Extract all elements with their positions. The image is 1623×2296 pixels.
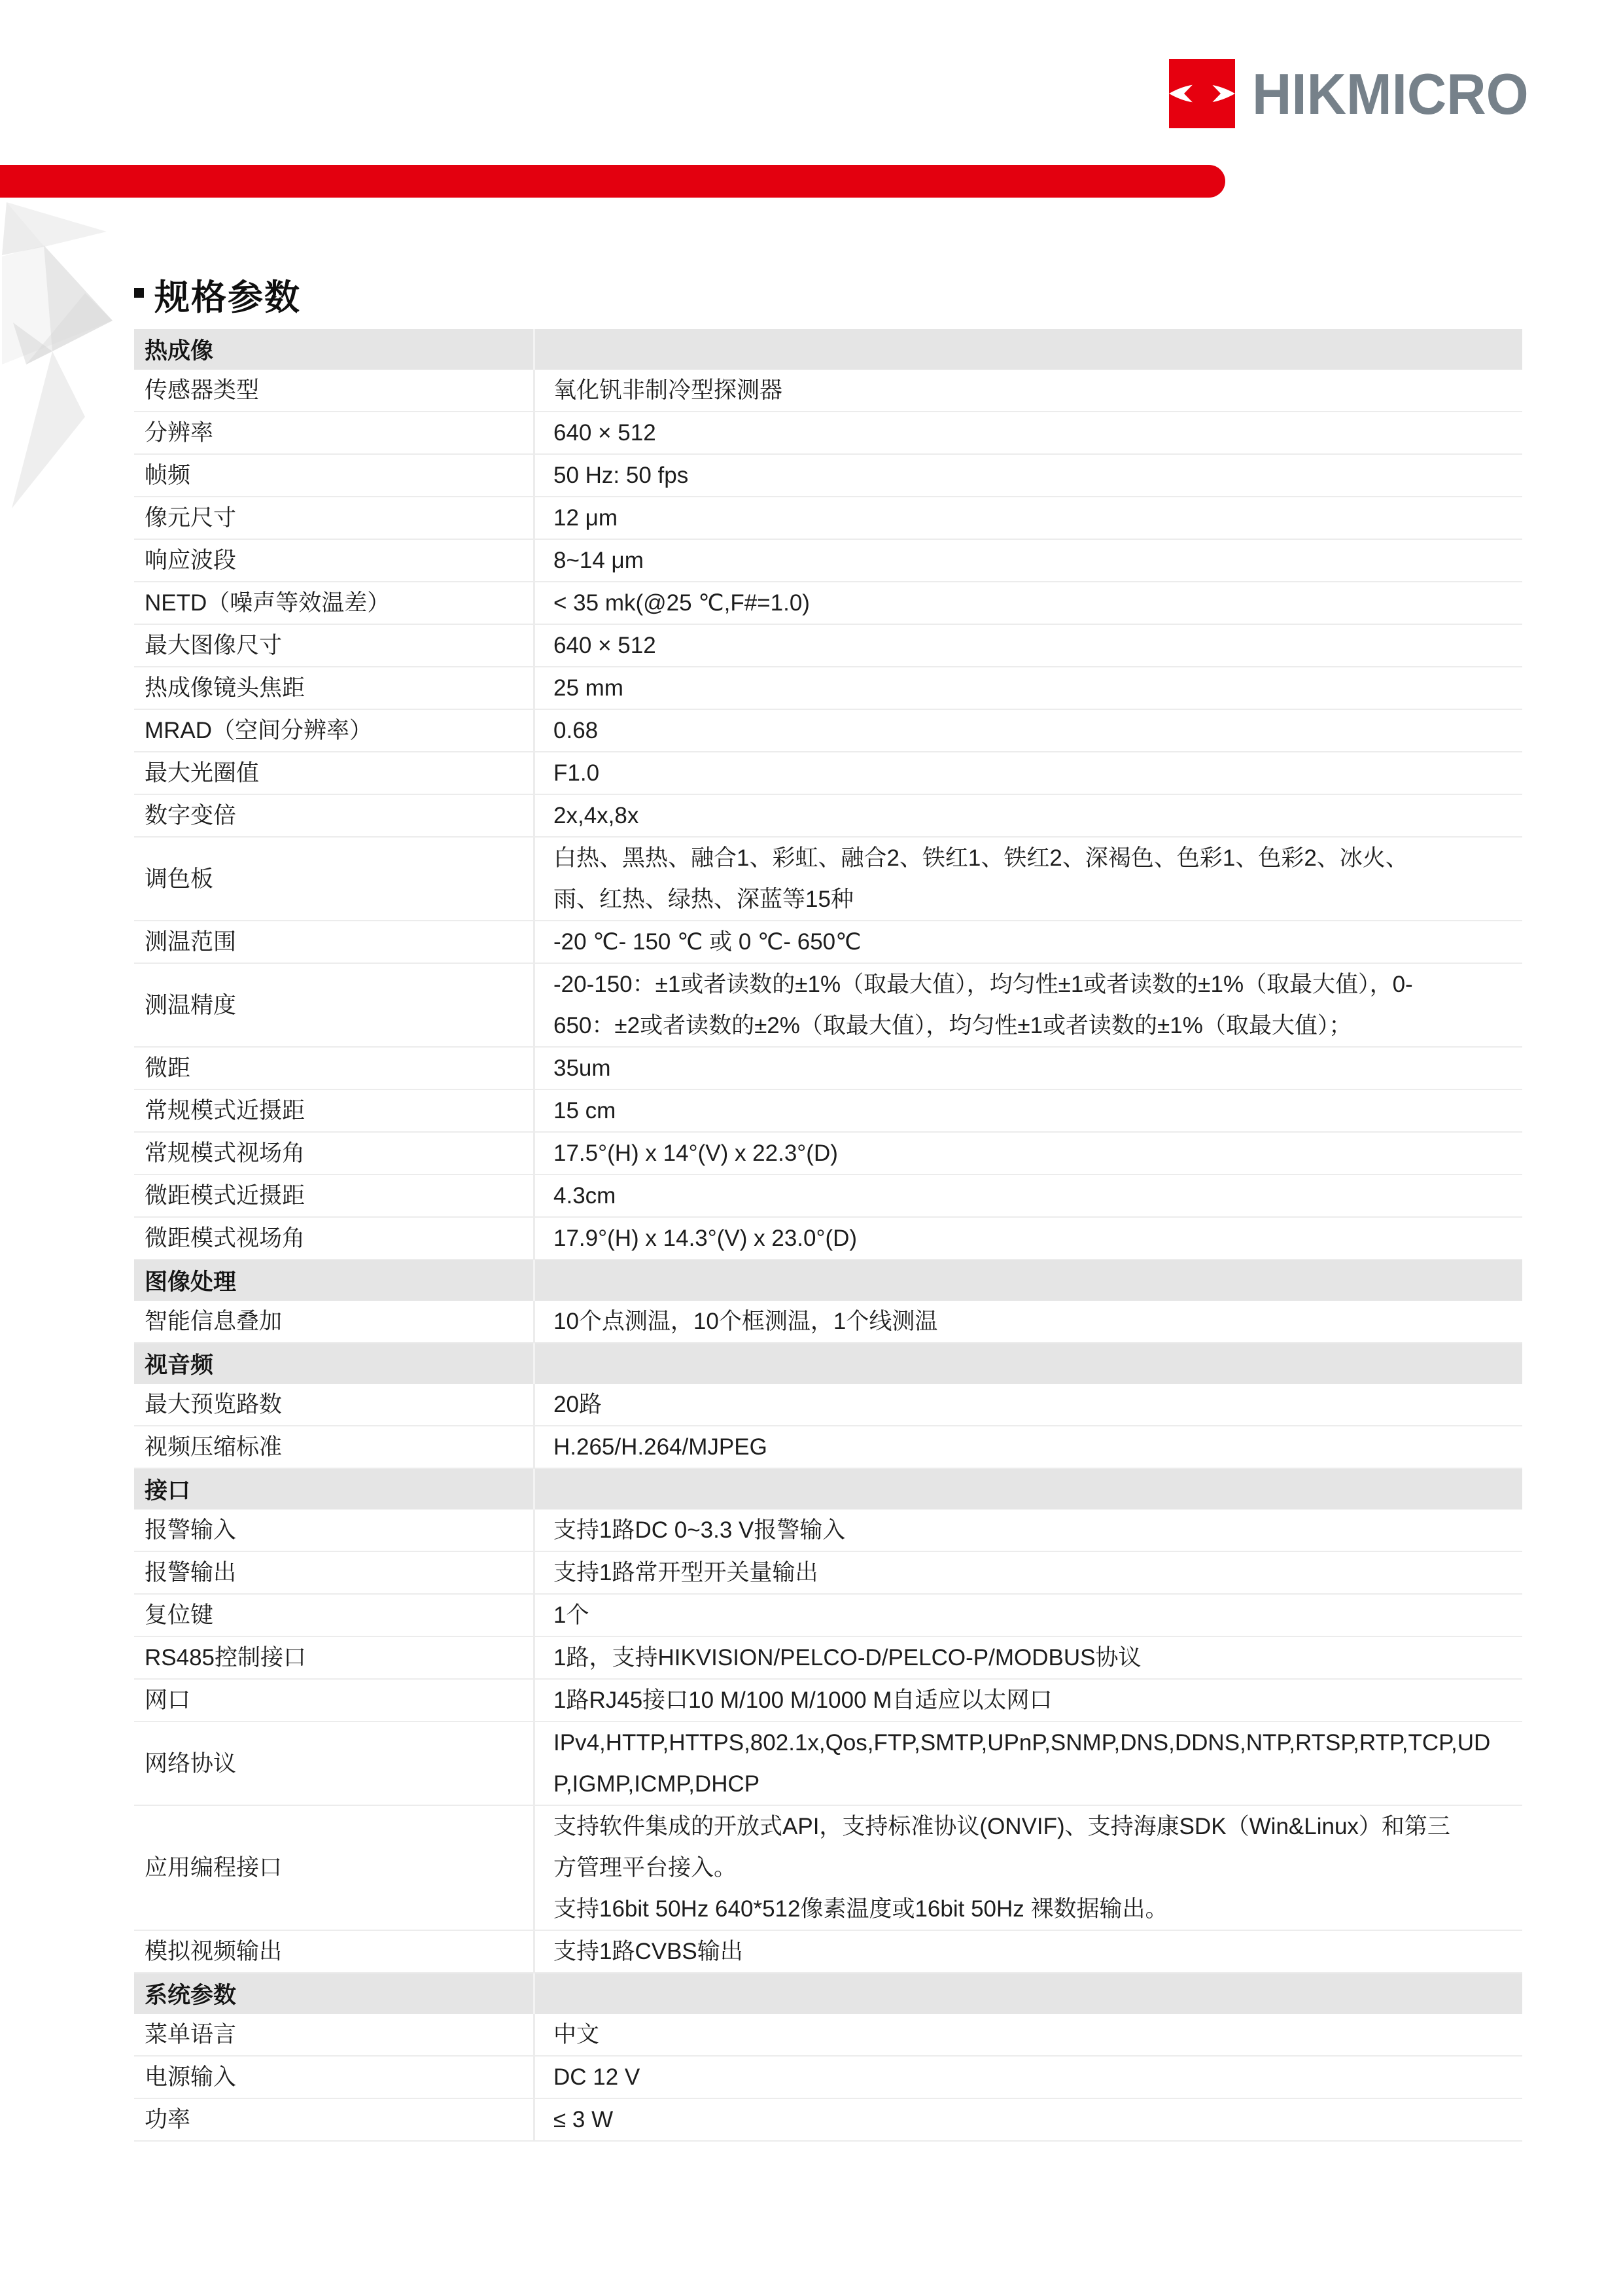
spec-label-cell [134, 1090, 533, 1131]
spec-value-line: 雨、红热、绿热、深蓝等15种 [553, 887, 854, 912]
spec-label-text: 像元尺寸 [145, 505, 237, 531]
table-row [134, 2099, 1522, 2142]
spec-label-cell [134, 921, 533, 963]
hikmicro-wordmark: HIKMICRO [1252, 62, 1529, 126]
spec-label-cell [134, 1218, 533, 1259]
table-row [134, 1595, 1522, 1637]
table-row [134, 1384, 1522, 1426]
spec-label-text: 智能信息叠加 [145, 1309, 283, 1334]
table-row [134, 2014, 1522, 2057]
spec-label-cell [134, 2014, 533, 2055]
spec-label-text: NETD（噪声等效温差） [145, 590, 391, 616]
spec-label-cell [134, 752, 533, 794]
table-row [134, 1722, 1522, 1806]
table-row [134, 921, 1522, 964]
spec-label-cell [134, 1510, 533, 1551]
table-row [134, 1090, 1522, 1133]
spec-value-cell [533, 1722, 1522, 1805]
spec-value-cell [533, 1384, 1522, 1425]
table-row [134, 1301, 1522, 1343]
spec-label-cell [134, 540, 533, 581]
spec-label-cell [134, 838, 533, 920]
spec-label-cell [134, 2099, 533, 2140]
title-bullet-square [134, 288, 144, 298]
section-header [134, 1469, 1522, 1510]
section-header [134, 1260, 1522, 1301]
spec-label-cell [134, 1552, 533, 1593]
spec-value-line: 15 cm [553, 1098, 616, 1123]
spec-value-cell [533, 752, 1522, 794]
spec-label-text: 微距 [145, 1055, 191, 1081]
spec-value-cell [533, 1931, 1522, 1972]
spec-value-cell [533, 625, 1522, 666]
spec-value-cell [533, 838, 1522, 920]
table-row [134, 582, 1522, 625]
spec-value-cell [533, 1090, 1522, 1131]
spec-value-cell [533, 1133, 1522, 1174]
spec-label-cell [134, 455, 533, 496]
spec-label-text: MRAD（空间分辨率） [145, 718, 373, 743]
table-row [134, 795, 1522, 838]
spec-value-line: 8~14 μm [553, 548, 644, 573]
spec-label-text: 热成像镜头焦距 [145, 675, 305, 701]
table-row [134, 964, 1522, 1048]
spec-label-text: 分辨率 [145, 420, 214, 446]
table-row [134, 1048, 1522, 1090]
spec-value-line: 氧化钒非制冷型探测器 [553, 378, 783, 403]
spec-label-text: 帧频 [145, 463, 191, 488]
spec-label-text: 报警输出 [145, 1560, 237, 1585]
spec-value-line: 支持1路CVBS输出 [553, 1939, 743, 1964]
spec-label-text: 电源输入 [145, 2064, 237, 2090]
table-row [134, 455, 1522, 497]
spec-value-line: P,IGMP,ICMP,DHCP [553, 1771, 760, 1797]
spec-value-cell [533, 1552, 1522, 1593]
spec-label-text: 报警输入 [145, 1517, 237, 1543]
spec-value-cell [533, 1510, 1522, 1551]
spec-label-cell [134, 370, 533, 411]
spec-value-cell [533, 921, 1522, 963]
spec-value-cell [533, 1637, 1522, 1678]
spec-value-line: F1.0 [553, 760, 600, 786]
table-row [134, 1510, 1522, 1552]
spec-value-line: 1路，支持HIKVISION/PELCO-D/PELCO-P/MODBUS协议 [553, 1645, 1142, 1670]
spec-value-line: -20-150：±1或者读数的±1%（取最大值），均匀性±1或者读数的±1%（取最大值），0- [553, 972, 1413, 997]
spec-label-text: 视频压缩标准 [145, 1434, 283, 1460]
spec-label-text: 最大预览路数 [145, 1392, 283, 1417]
spec-label-cell [134, 1595, 533, 1636]
spec-value-line: 35um [553, 1055, 611, 1081]
spec-value-line: 25 mm [553, 675, 623, 701]
table-row [134, 2057, 1522, 2099]
spec-label-cell [134, 1637, 533, 1678]
spec-label-text: 菜单语言 [145, 2022, 237, 2047]
spec-label-text: 网口 [145, 1687, 191, 1713]
table-row [134, 370, 1522, 412]
table-row [134, 540, 1522, 582]
spec-value-line: 650：±2或者读数的±2%（取最大值），均匀性±1或者读数的±1%（取最大值）； [553, 1013, 1352, 1038]
spec-value-cell [533, 540, 1522, 581]
spec-value-cell [533, 2099, 1522, 2140]
spec-value-line: 20路 [553, 1392, 602, 1417]
table-row [134, 752, 1522, 795]
spec-value-line: < 35 mk(@25 ℃,F#=1.0) [553, 590, 810, 616]
section-header-label: 系统参数 [145, 1983, 237, 2008]
spec-label-text: 常规模式视场角 [145, 1140, 305, 1166]
table-row [134, 667, 1522, 710]
spec-value-line: 50 Hz: 50 fps [553, 463, 689, 488]
spec-value-cell [533, 1595, 1522, 1636]
spec-label-cell [134, 1175, 533, 1216]
spec-value-line: 支持软件集成的开放式API，支持标准协议(ONVIF)、支持海康SDK（Win&Linux）和第三 [553, 1814, 1450, 1839]
spec-label-cell [134, 710, 533, 751]
spec-label-text: 测温精度 [145, 992, 237, 1018]
spec-value-line: -20 ℃- 150 ℃ 或 0 ℃- 650℃ [553, 929, 862, 955]
spec-value-cell [533, 1680, 1522, 1721]
spec-value-line: 方管理平台接入。 [553, 1855, 737, 1881]
spec-label-cell [134, 1806, 533, 1930]
section-header [134, 1973, 1522, 2014]
table-row [134, 1637, 1522, 1680]
spec-value-cell [533, 2014, 1522, 2055]
spec-value-cell [533, 1301, 1522, 1342]
spec-value-cell [533, 2057, 1522, 2098]
spec-label-text: 微距模式视场角 [145, 1226, 305, 1251]
section-header [134, 1343, 1522, 1384]
table-row [134, 1931, 1522, 1973]
section-header-label: 视音频 [145, 1352, 214, 1378]
spec-label-cell [134, 795, 533, 836]
spec-value-line: H.265/H.264/MJPEG [553, 1434, 767, 1460]
page-title [134, 271, 301, 318]
table-row [134, 838, 1522, 921]
spec-value-line: 640 × 512 [553, 420, 656, 446]
spec-label-text: 微距模式近摄距 [145, 1183, 305, 1209]
table-row [134, 1680, 1522, 1722]
table-row [134, 1218, 1522, 1260]
spec-label-text: 模拟视频输出 [145, 1939, 283, 1964]
spec-value-line: 1路RJ45接口10 M/100 M/1000 M自适应以太网口 [553, 1687, 1053, 1713]
spec-label-text: 测温范围 [145, 929, 237, 955]
spec-label-text: 功率 [145, 2107, 191, 2132]
table-row [134, 497, 1522, 540]
spec-label-cell [134, 1133, 533, 1174]
spec-value-cell [533, 1175, 1522, 1216]
page-title-text: 规格参数 [154, 277, 301, 317]
spec-value-cell [533, 710, 1522, 751]
table-row [134, 1806, 1522, 1931]
spec-value-line: 10个点测温，10个框测温，1个线测温 [553, 1309, 938, 1334]
spec-value-line: 白热、黑热、融合1、彩虹、融合2、铁红1、铁红2、深褐色、色彩1、色彩2、冰火、 [553, 845, 1408, 871]
spec-label-text: 复位键 [145, 1602, 214, 1628]
table-row [134, 1426, 1522, 1469]
spec-value-line: IPv4,HTTP,HTTPS,802.1x,Qos,FTP,SMTP,UPnP,SNMP,DNS,DDNS,NTP,RTSP,RTP,TCP,UD [553, 1730, 1491, 1756]
spec-value-cell [533, 667, 1522, 709]
spec-label-text: 数字变倍 [145, 803, 237, 828]
spec-label-cell [134, 1384, 533, 1425]
spec-label-cell [134, 964, 533, 1046]
section-header [134, 329, 1522, 370]
spec-value-cell [533, 497, 1522, 539]
spec-label-cell [134, 1426, 533, 1468]
spec-label-text: 最大光圈值 [145, 760, 260, 786]
spec-value-cell [533, 412, 1522, 453]
spec-table [134, 329, 1522, 2142]
spec-label-cell [134, 667, 533, 709]
table-row [134, 710, 1522, 752]
spec-value-line: DC 12 V [553, 2064, 640, 2090]
table-row [134, 625, 1522, 667]
spec-value-line: 中文 [553, 2022, 600, 2047]
spec-label-cell [134, 1048, 533, 1089]
spec-value-line: 4.3cm [553, 1183, 616, 1209]
spec-value-cell [533, 455, 1522, 496]
spec-value-cell [533, 370, 1522, 411]
spec-label-cell [134, 625, 533, 666]
spec-value-line: 12 μm [553, 505, 618, 531]
spec-label-text: 传感器类型 [145, 378, 260, 403]
spec-value-cell [533, 795, 1522, 836]
section-header-label: 接口 [145, 1478, 191, 1504]
spec-value-cell [533, 1218, 1522, 1259]
spec-label-cell [134, 582, 533, 624]
spec-label-text: 调色板 [145, 866, 214, 892]
spec-label-cell [134, 1680, 533, 1721]
spec-value-cell [533, 1806, 1522, 1930]
spec-value-line: 640 × 512 [553, 633, 656, 658]
spec-label-text: 常规模式近摄距 [145, 1098, 305, 1123]
spec-label-cell [134, 497, 533, 539]
spec-value-cell [533, 582, 1522, 624]
spec-value-line: 17.5°(H) x 14°(V) x 22.3°(D) [553, 1140, 838, 1166]
table-row [134, 1552, 1522, 1595]
spec-value-cell [533, 1048, 1522, 1089]
hikmicro-logo-icon [1169, 59, 1235, 128]
spec-label-text: 最大图像尺寸 [145, 633, 283, 658]
section-header-label: 图像处理 [145, 1269, 237, 1295]
spec-label-text: 应用编程接口 [145, 1855, 283, 1881]
table-row [134, 1175, 1522, 1218]
spec-value-cell [533, 1426, 1522, 1468]
spec-label-text: 网络协议 [145, 1750, 237, 1776]
spec-label-cell [134, 1301, 533, 1342]
spec-label-cell [134, 1931, 533, 1972]
spec-label-cell [134, 412, 533, 453]
spec-value-cell [533, 964, 1522, 1046]
spec-label-text: 响应波段 [145, 548, 237, 573]
table-row [134, 1133, 1522, 1175]
spec-label-text: RS485控制接口 [145, 1645, 307, 1670]
spec-value-line: 支持1路DC 0~3.3 V报警输入 [553, 1517, 846, 1543]
spec-value-line: 17.9°(H) x 14.3°(V) x 23.0°(D) [553, 1226, 858, 1251]
spec-value-line: 支持1路常开型开关量输出 [553, 1560, 818, 1585]
spec-value-line: 1个 [553, 1602, 589, 1628]
spec-value-line: 2x,4x,8x [553, 803, 639, 828]
spec-label-cell [134, 1722, 533, 1805]
spec-value-line: ≤ 3 W [553, 2107, 614, 2132]
spec-value-line: 0.68 [553, 718, 599, 743]
table-row [134, 412, 1522, 455]
spec-value-line: 支持16bit 50Hz 640*512像素温度或16bit 50Hz 裸数据输出。 [553, 1896, 1168, 1922]
section-header-label: 热成像 [145, 338, 214, 364]
spec-label-cell [134, 2057, 533, 2098]
